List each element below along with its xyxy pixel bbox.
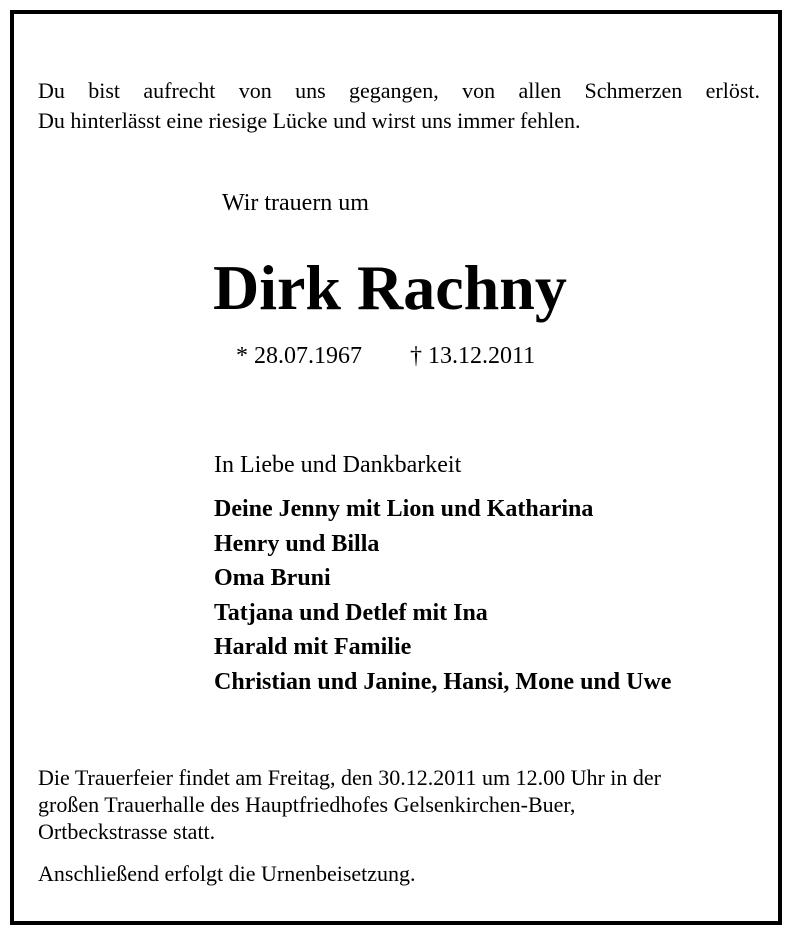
mourner-line: Tatjana und Detlef mit Ina — [214, 599, 488, 626]
mourner-line: Oma Bruni — [214, 565, 331, 592]
death-date: † 13.12.2011 — [410, 343, 536, 369]
deceased-name: Dirk Rachny — [213, 252, 567, 323]
intro-line-1: Du bist aufrecht von uns gegangen, von allen Schmerzen erlöst. — [38, 78, 760, 103]
intro-verse — [38, 76, 760, 136]
mourner-line: Harald mit Familie — [214, 634, 412, 661]
mourning-heading: Wir trauern um — [222, 190, 369, 216]
funeral-line-3: Ortbeckstrasse statt. — [38, 819, 216, 844]
mourner-line: Deine Jenny mit Lion und Katharina — [214, 496, 594, 522]
mourners-list — [214, 492, 671, 700]
intro-line-2: Du hinterlässt eine riesige Lücke und wirst uns immer fehlen. — [38, 108, 581, 133]
funeral-info — [38, 764, 768, 845]
urn-burial-note: Anschließend erfolgt die Urnenbeisetzung. — [38, 861, 416, 886]
mourner-line: Henry und Billa — [214, 530, 380, 557]
funeral-line-2: großen Trauerhalle des Hauptfriedhofes Gelsenkirchen-Buer, — [38, 792, 576, 817]
funeral-line-1: Die Trauerfeier findet am Freitag, den 30.12.2011 um 12.00 Uhr in der — [38, 765, 661, 790]
life-dates — [236, 341, 535, 371]
mourner-line: Christian und Janine, Hansi, Mone und Uwe — [214, 668, 672, 695]
closing-phrase: In Liebe und Dankbarkeit — [214, 452, 462, 478]
obituary-frame — [10, 10, 782, 925]
birth-date: * 28.07.1967 — [236, 343, 362, 369]
